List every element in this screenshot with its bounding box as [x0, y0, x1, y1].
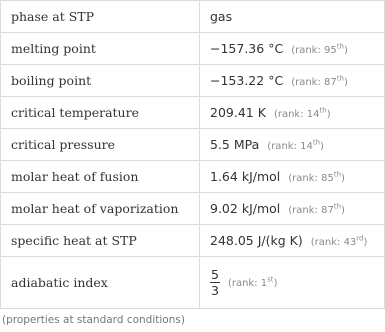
- rank-ordinal-suffix: rd: [356, 234, 364, 243]
- rank-annotation: [227, 275, 278, 289]
- rank-ordinal-suffix: th: [319, 106, 327, 115]
- property-value-cell: [200, 161, 385, 193]
- rank-number: 14: [300, 141, 313, 152]
- property-value-cell: [200, 193, 385, 225]
- rank-suffix: ): [273, 278, 278, 289]
- footnote: (properties at standard conditions): [2, 314, 185, 326]
- rank-prefix: (rank:: [291, 45, 325, 56]
- table-row: [1, 257, 385, 309]
- rank-annotation: [291, 74, 348, 88]
- property-value-cell: [200, 33, 385, 65]
- property-unit: K: [257, 105, 266, 120]
- rank-prefix: (rank:: [288, 173, 322, 184]
- fraction-numerator: 5: [211, 267, 219, 282]
- property-unit: °C: [268, 41, 284, 56]
- table-row: [1, 161, 385, 193]
- property-value: 5.5: [210, 137, 230, 152]
- rank-suffix: ): [341, 173, 345, 184]
- table-row: [1, 33, 385, 65]
- property-value-cell: [200, 129, 385, 161]
- property-value-cell: [200, 225, 385, 257]
- property-label: adiabatic index: [1, 257, 200, 309]
- fraction-denominator: 3: [211, 283, 219, 298]
- rank-prefix: (rank:: [291, 77, 325, 88]
- rank-ordinal-suffix: th: [336, 42, 344, 51]
- rank-prefix: (rank:: [310, 237, 344, 248]
- rank-ordinal-suffix: th: [333, 170, 342, 179]
- property-value: 1.64: [210, 169, 238, 184]
- rank-prefix: (rank:: [288, 205, 322, 216]
- property-value: −153.22: [210, 73, 265, 88]
- property-unit: °C: [268, 73, 284, 88]
- rank-annotation: [273, 106, 331, 120]
- property-label: phase at STP: [1, 1, 200, 33]
- rank-annotation: [267, 138, 324, 152]
- property-label: critical pressure: [1, 129, 200, 161]
- rank-suffix: ): [363, 237, 368, 248]
- rank-number: 1: [260, 278, 268, 289]
- property-value-cell: [200, 65, 385, 97]
- property-unit: kJ/mol: [241, 201, 281, 216]
- property-value: 209.41: [210, 105, 254, 120]
- rank-prefix: (rank:: [273, 109, 307, 120]
- rank-ordinal-suffix: th: [312, 138, 321, 147]
- rank-ordinal-suffix: th: [333, 202, 342, 211]
- rank-suffix: ): [326, 109, 331, 120]
- table-row: [1, 65, 385, 97]
- rank-annotation: [288, 202, 345, 216]
- table-row: [1, 97, 385, 129]
- property-label: critical temperature: [1, 97, 200, 129]
- rank-number: 14: [306, 109, 320, 120]
- rank-suffix: ): [320, 141, 324, 152]
- property-value: gas: [210, 9, 233, 24]
- table-row: [1, 129, 385, 161]
- rank-number: 85: [321, 173, 334, 184]
- rank-suffix: ): [343, 45, 348, 56]
- property-value-cell: [200, 97, 385, 129]
- fraction-value: [210, 267, 220, 298]
- rank-annotation: [288, 170, 345, 184]
- rank-ordinal-suffix: st: [267, 275, 274, 284]
- rank-number: 95: [324, 45, 337, 56]
- rank-prefix: (rank:: [267, 141, 301, 152]
- rank-annotation: [291, 42, 348, 56]
- rank-number: 87: [321, 205, 334, 216]
- property-unit: MPa: [233, 137, 260, 152]
- property-unit: J/(kg K): [257, 233, 303, 248]
- rank-number: 87: [324, 77, 337, 88]
- property-label: specific heat at STP: [1, 225, 200, 257]
- rank-suffix: ): [343, 77, 348, 88]
- rank-number: 43: [343, 237, 357, 248]
- property-label: boiling point: [1, 65, 200, 97]
- table-row: [1, 193, 385, 225]
- properties-table-body: [1, 1, 385, 309]
- property-label: molar heat of vaporization: [1, 193, 200, 225]
- property-label: molar heat of fusion: [1, 161, 200, 193]
- rank-ordinal-suffix: th: [336, 74, 344, 83]
- property-label: melting point: [1, 33, 200, 65]
- property-value: 9.02: [210, 201, 238, 216]
- property-value-cell: [200, 257, 385, 309]
- table-row: [1, 225, 385, 257]
- rank-annotation: [310, 234, 368, 248]
- property-value-cell: [200, 1, 385, 33]
- table-row: [1, 1, 385, 33]
- rank-suffix: ): [341, 205, 345, 216]
- rank-prefix: (rank:: [227, 278, 261, 289]
- property-value: −157.36: [210, 41, 265, 56]
- property-value: 248.05: [210, 233, 254, 248]
- property-unit: kJ/mol: [241, 169, 281, 184]
